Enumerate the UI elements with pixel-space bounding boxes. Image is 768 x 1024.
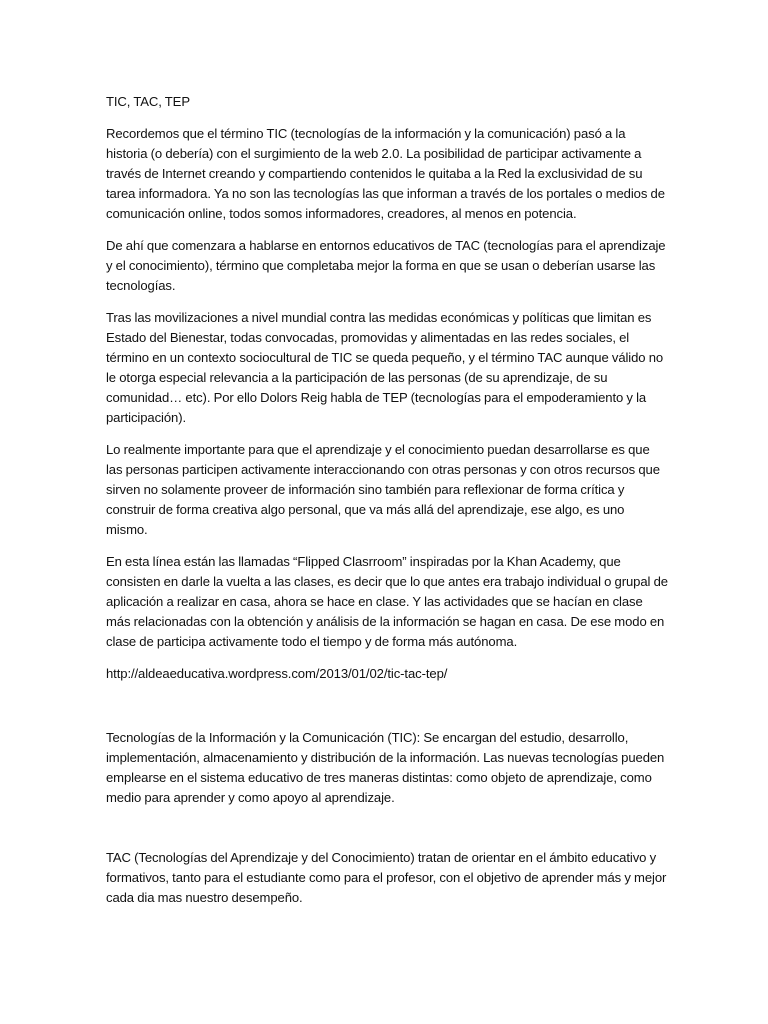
tic-definition: Tecnologías de la Información y la Comunicación (TIC): Se encargan del estudio, desarrollo, implementación, almacenamiento y distribución de la información. Las nuevas tecnologías pueden emplearse en el sistema educativo de tres maneras distintas: como objeto de aprendizaje, como medio para aprender y como apoyo al aprendizaje. bbox=[106, 730, 665, 805]
paragraph-tic-history: Recordemos que el término TIC (tecnologías de la información y la comunicación) pasó a la historia (o debería) con el surgimiento de la web 2.0. La posibilidad de participar activamente a través de Internet creando y compartiendo contenidos le quitaba a la Red la exclusividad de su tarea informadora. Ya no son las tecnologías las que informan a través de los portales o medios de comunicación online, todos somos informadores, creadores, al menos en potencia. bbox=[106, 126, 665, 221]
source-url: http://aldeaeducativa.wordpress.com/2013/01/02/tic-tac-tep/ bbox=[106, 666, 448, 681]
paragraph-tep-intro: Tras las movilizaciones a nivel mundial contra las medidas económicas y políticas que limitan es Estado del Bienestar, todas convocadas, promovidas y alimentadas en las redes sociales, el término en un contexto sociocultural de TIC se queda pequeño, y el término TAC aunque válido no le otorga especial relevancia a la participación de las personas (de su aprendizaje, de su comunidad… etc). Por ello Dolors Reig habla de TEP (tecnologías para el empoderamiento y la participación). bbox=[106, 310, 664, 425]
paragraph-active-learning: Lo realmente importante para que el aprendizaje y el conocimiento puedan desarrollarse es que las personas participen activamente interaccionando con otras personas y con otros recursos que sirven no solamente proveer de información sino también para reflexionar de forma crítica y construir de forma creativa algo personal, que va más allá del aprendizaje, ese algo, es uno mismo. bbox=[106, 442, 660, 537]
tac-definition: TAC (Tecnologías del Aprendizaje y del Conocimiento) tratan de orientar en el ámbito educativo y formativos, tanto para el estudiante como para el profesor, con el objetivo de aprender más y mejor cada dia mas nuestro desempeño. bbox=[106, 850, 667, 905]
paragraph-flipped-classroom: En esta línea están las llamadas “Flipped Clasrroom” inspiradas por la Khan Academy, que consisten en darle la vuelta a las clases, es decir que lo que antes era trabajo individual o grupal de aplicación a realizar en casa, ahora se hace en clase. Y las actividades que se hacían en clase más relacionadas con la obtención y análisis de la información se hagan en casa. De ese modo en clase de participa activamente todo el tiempo y de forma más autónoma. bbox=[106, 554, 668, 649]
paragraph-tac-intro: De ahí que comenzara a hablarse en entornos educativos de TAC (tecnologías para el aprendizaje y el conocimiento), término que completaba mejor la forma en que se usan o deberían usarse las tecnologías. bbox=[106, 238, 666, 293]
document-title: TIC, TAC, TEP bbox=[106, 94, 190, 109]
